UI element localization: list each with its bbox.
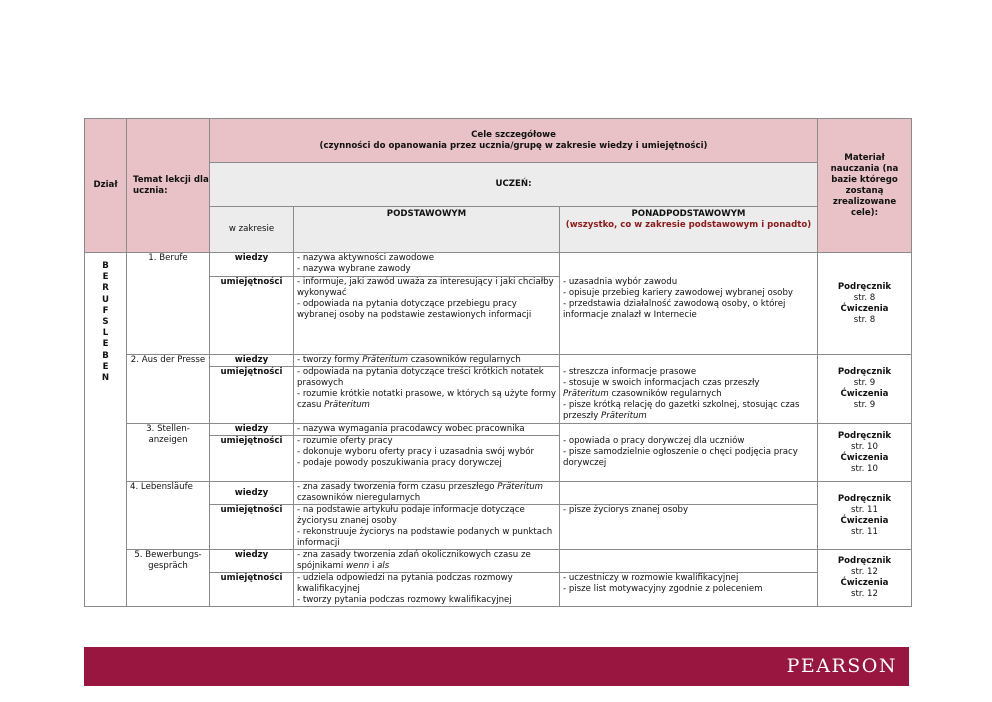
material-cell <box>818 550 912 607</box>
text-run: - rozumie krótkie notatki prasowe, w których są użyte formy czasu <box>297 389 556 410</box>
umiejetnosci-label: umiejętności <box>210 573 294 607</box>
list-item: - odpowiada na pytania dotyczące treści krótkich notatek prasowych <box>297 367 544 388</box>
header-ponad-note: (wszystko, co w zakresie podstawowym i ponadto) <box>565 220 812 230</box>
wiedzy-basic-cell <box>294 355 560 367</box>
pearson-logo: PEARSON <box>786 655 897 677</box>
list-item: - podaje powody poszukiwania pracy dorywczej <box>297 458 502 468</box>
header-cele-sub: (czynności do opanowania przez ucznia/grupę w zakresie wiedzy i umiejętności) <box>319 140 708 151</box>
curriculum-table <box>84 118 912 607</box>
list-item: - uzasadnia wybór zawodu <box>563 276 678 287</box>
umiej-extended-cell <box>560 436 818 482</box>
topic-cell: 3. Stellen-anzeigen <box>127 424 210 482</box>
umiej-extended-cell <box>560 277 818 355</box>
book-page: str. 12 <box>851 567 878 577</box>
list-item: - pisze list motywacyjny zgodnie z poleceniem <box>563 584 763 594</box>
topic-cell: 1. Berufe <box>127 253 210 355</box>
list-item: - opowiada o pracy dorywczej dla uczniów <box>563 435 745 446</box>
dzial-letter: E <box>102 272 109 283</box>
wiedzy-basic-cell <box>294 550 560 573</box>
text-run: - pisze krótką relację do gazetki szkolnej, stosując czas przeszły <box>563 399 800 421</box>
dzial-letter: E <box>102 361 109 372</box>
book-label: Podręcznik <box>837 430 892 441</box>
exercise-page: str. 10 <box>851 463 878 474</box>
dzial-letter: F <box>102 305 109 316</box>
umiej-basic-cell <box>294 573 560 607</box>
exercise-page: str. 8 <box>853 314 876 325</box>
material-cell <box>818 355 912 424</box>
umiej-basic-cell <box>294 436 560 482</box>
exercise-page: str. 12 <box>851 589 878 599</box>
book-page: str. 11 <box>851 504 878 515</box>
list-item: - rozumie oferty pracy <box>297 436 393 446</box>
topic-cell: 5. Bewerbungs-gespräch <box>127 550 210 607</box>
italic-term: wenn <box>346 561 370 571</box>
list-item: - uczestniczy w rozmowie kwalifikacyjnej <box>563 573 739 583</box>
umiejetnosci-label: umiejętności <box>210 505 294 550</box>
italic-term: Präteritum <box>497 482 544 492</box>
wiedzy-label: wiedzy <box>210 355 294 367</box>
header-uczen: UCZEŃ: <box>210 163 818 207</box>
book-label: Podręcznik <box>837 367 892 377</box>
wiedzy-label: wiedzy <box>210 550 294 573</box>
umiej-extended-cell <box>560 367 818 424</box>
list-item: - rekonstruuje życiorys na podstawie podanych w punktach informacji <box>297 527 553 548</box>
list-item <box>563 389 814 400</box>
dzial-vertical-label <box>85 253 127 607</box>
exercise-label: Ćwiczenia <box>840 389 889 399</box>
topic-cell: 4. Lebensläufe <box>127 482 210 550</box>
footer-band <box>84 647 909 686</box>
list-item: - informuje, jaki zawód uważa za interesujący i jaki chciałby wykonywać <box>297 277 554 298</box>
header-material: Materiał nauczania (na bazie którego zostaną zrealizowane cele): <box>818 119 912 253</box>
umiej-extended-cell <box>560 573 818 607</box>
umiej-basic-cell <box>294 505 560 550</box>
wiedzy-label: wiedzy <box>210 482 294 505</box>
wiedzy-extended-cell <box>560 482 818 505</box>
material-cell <box>818 482 912 550</box>
list-item: - opisuje przebieg kariery zawodowej wybranej osoby <box>563 287 793 298</box>
italic-term: Präteritum <box>601 410 647 421</box>
text-run: i <box>369 561 378 571</box>
umiej-basic-cell <box>294 367 560 424</box>
header-cele-title: Cele szczegółowe <box>471 129 556 140</box>
book-page: str. 8 <box>853 292 876 303</box>
umiejetnosci-label: umiejętności <box>210 367 294 424</box>
material-cell <box>818 424 912 482</box>
wiedzy-label: wiedzy <box>210 253 294 277</box>
exercise-page: str. 9 <box>853 400 876 410</box>
header-dzial: Dział <box>85 119 127 253</box>
list-item: - streszcza informacje prasowe <box>563 366 697 377</box>
dzial-letter: B <box>102 261 109 271</box>
wiedzy-basic-cell: - nazywa wymagania pracodawcy wobec pracownika <box>294 424 560 436</box>
wiedzy-label: wiedzy <box>210 424 294 436</box>
exercise-label: Ćwiczenia <box>840 578 889 588</box>
header-ponadpodstawowym <box>560 207 818 253</box>
list-item: - dokonuje wyboru oferty pracy i uzasadnia swój wybór <box>297 447 535 457</box>
list-item: - nazywa wybrane zawody <box>297 264 411 274</box>
topic-cell: 2. Aus der Presse <box>127 355 210 424</box>
list-item: - pisze samodzielnie ogłoszenie o chęci podjęcia pracy dorywczej <box>563 446 798 468</box>
wiedzy-basic-cell <box>294 482 560 505</box>
text-run: czasowników nieregularnych <box>297 493 421 503</box>
header-temat: Temat lekcji dla ucznia: <box>127 119 210 253</box>
header-ponad-title: PONADPODSTAWOWYM <box>631 209 746 219</box>
umiej-basic-cell <box>294 277 560 355</box>
dzial-letter: L <box>102 328 109 339</box>
text-run: - tworzy formy <box>297 355 363 365</box>
book-label: Podręcznik <box>837 281 892 292</box>
book-page: str. 10 <box>851 441 878 452</box>
wiedzy-extended-cell <box>560 424 818 436</box>
text-run: czasowników regularnych <box>608 388 722 399</box>
list-item <box>563 400 814 422</box>
exercise-page: str. 11 <box>851 526 878 537</box>
wiedzy-basic-cell <box>294 253 560 277</box>
list-item: - tworzy pytania podczas rozmowy kwalifikacyjnej <box>297 595 512 605</box>
dzial-letter: N <box>101 373 110 384</box>
list-item <box>297 389 556 411</box>
italic-term: Präteritum <box>324 400 370 410</box>
italic-term: als <box>377 561 390 571</box>
list-item: - udziela odpowiedzi na pytania podczas rozmowy kwalifikacyjnej <box>297 573 513 594</box>
book-label: Podręcznik <box>837 493 892 504</box>
book-label: Podręcznik <box>837 556 892 566</box>
header-cele <box>210 119 818 163</box>
text-run: - zna zasady tworzenia zdań okolicznikowych czasu ze spójnikami <box>297 550 531 571</box>
italic-term: Präteritum <box>362 355 408 365</box>
dzial-letter: R <box>102 283 109 294</box>
curriculum-table-wrapper <box>84 118 911 615</box>
list-item: - odpowiada na pytania dotyczące przebiegu pracy wybranej osoby na podstawie zestawionych informacji <box>297 299 532 320</box>
text-run: - zna zasady tworzenia form czasu przeszłego <box>297 482 498 492</box>
exercise-label: Ćwiczenia <box>840 515 889 526</box>
list-item: - stosuje w swoich informacjach czas przeszły <box>563 377 760 388</box>
dzial-letter: S <box>102 317 109 328</box>
italic-term: Präteritum <box>563 388 609 399</box>
umiejetnosci-label: umiejętności <box>210 277 294 355</box>
wiedzy-extended-cell <box>560 355 818 367</box>
book-page: str. 9 <box>853 378 876 388</box>
wiedzy-extended-cell <box>560 253 818 277</box>
header-w-zakresie: w zakresie <box>210 207 294 253</box>
header-podstawowym: PODSTAWOWYM <box>294 207 560 253</box>
exercise-label: Ćwiczenia <box>840 303 889 314</box>
list-item: - nazywa aktywności zawodowe <box>297 253 435 263</box>
exercise-label: Ćwiczenia <box>840 452 889 463</box>
list-item: - przedstawia działalność zawodową osoby, o której informacje znalazł w Internecie <box>563 298 786 320</box>
umiejetnosci-label: umiejętności <box>210 436 294 482</box>
text-run: czasowników regularnych <box>407 355 521 365</box>
material-cell <box>818 253 912 355</box>
list-item: - na podstawie artykułu podaje informacje dotyczące życiorysu znanej osoby <box>297 505 525 526</box>
wiedzy-extended-cell <box>560 550 818 573</box>
dzial-letter: E <box>102 339 109 350</box>
umiej-extended-cell: - pisze życiorys znanej osoby <box>560 505 818 550</box>
dzial-letter: U <box>102 294 109 305</box>
dzial-letter: B <box>102 350 109 361</box>
